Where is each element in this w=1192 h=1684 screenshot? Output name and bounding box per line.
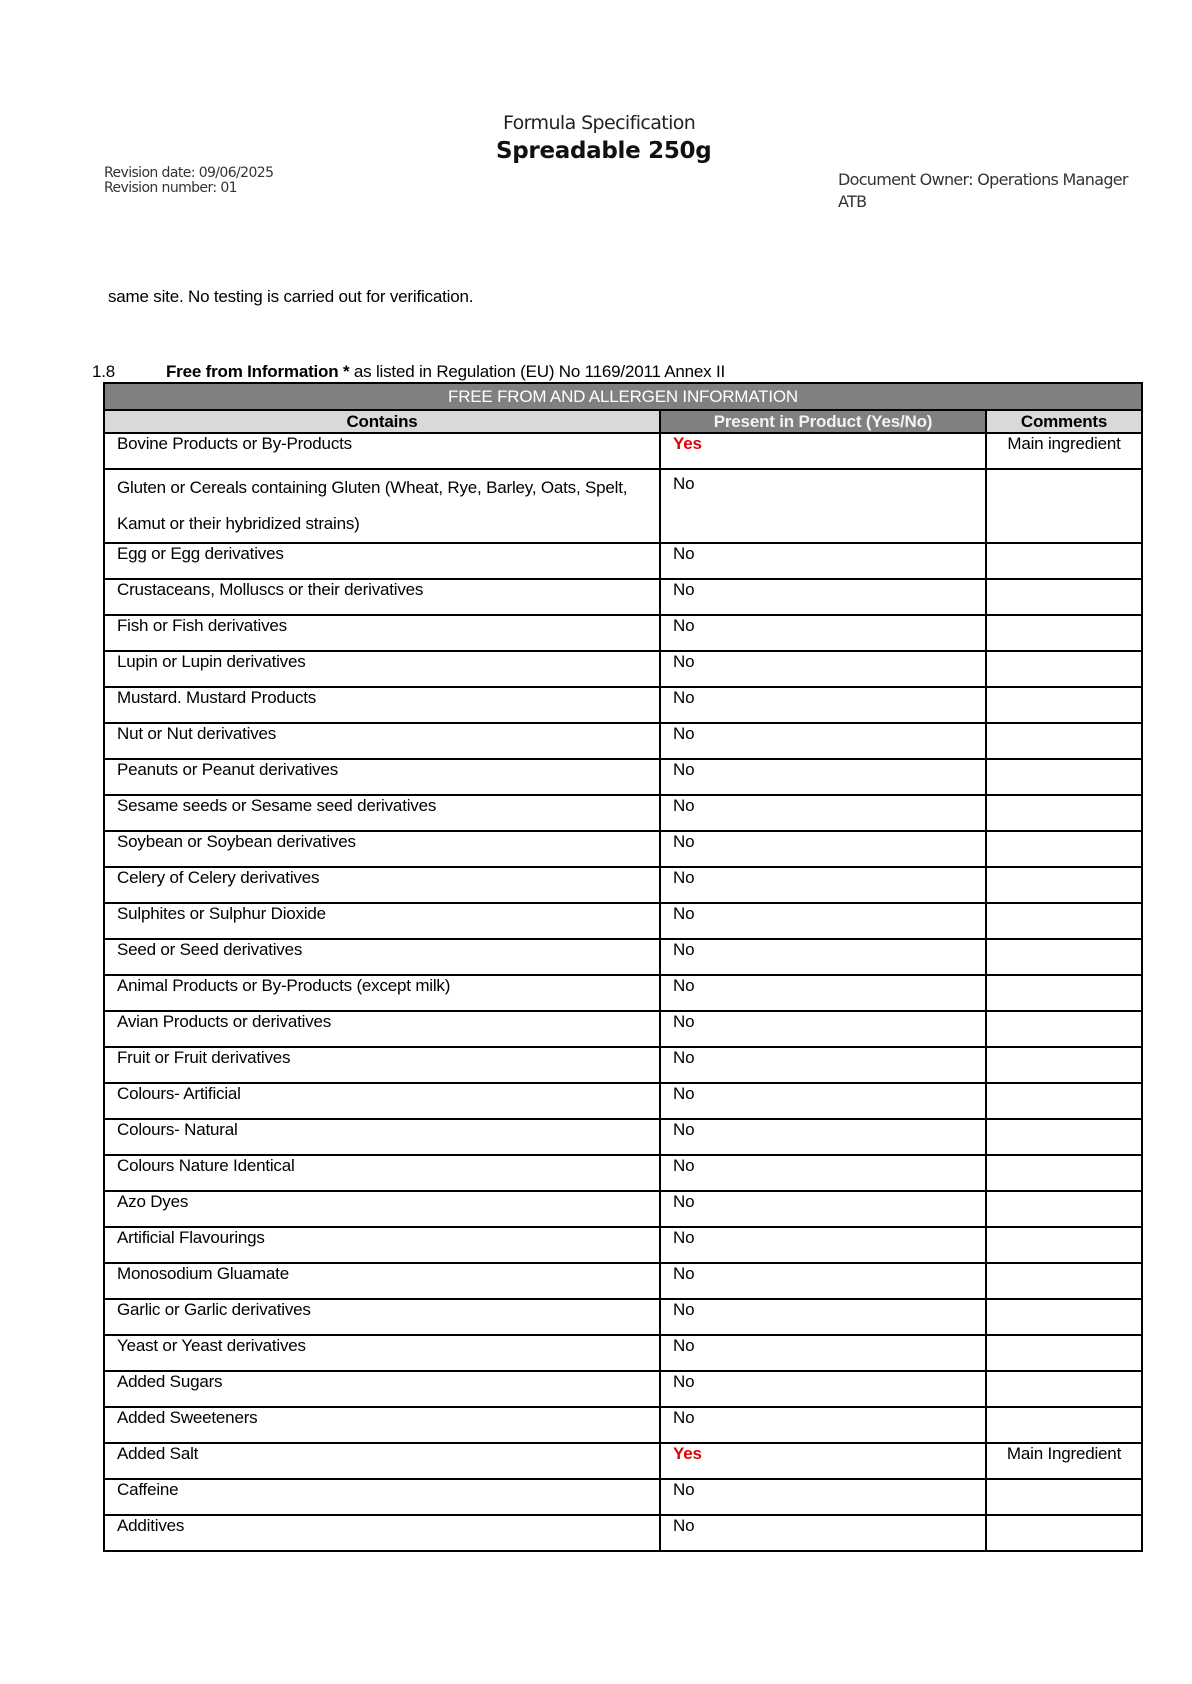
section-title: Free from Information * [166, 362, 350, 381]
present-value: No [660, 975, 986, 1011]
allergen-name: Seed or Seed derivatives [104, 939, 660, 975]
table-row [104, 1119, 1142, 1155]
allergen-name: Nut or Nut derivatives [104, 723, 660, 759]
table-row [104, 903, 1142, 939]
present-value: No [660, 1299, 986, 1335]
table-row [104, 975, 1142, 1011]
table-row [104, 1299, 1142, 1335]
table-row [104, 579, 1142, 615]
present-value: No [660, 1515, 986, 1551]
allergen-table [103, 382, 1143, 1552]
allergen-name: Garlic or Garlic derivatives [104, 1299, 660, 1335]
allergen-name: Mustard. Mustard Products [104, 687, 660, 723]
present-value: No [660, 1227, 986, 1263]
present-value: No [660, 469, 986, 543]
comment-cell [986, 1227, 1142, 1263]
present-value: No [660, 831, 986, 867]
comment-cell [986, 1479, 1142, 1515]
table-row [104, 615, 1142, 651]
table-row [104, 1011, 1142, 1047]
document-owner [838, 169, 1128, 213]
table-row [104, 687, 1142, 723]
allergen-name: Added Sugars [104, 1371, 660, 1407]
revision-date: Revision date: 09/06/2025 [104, 165, 274, 181]
continued-paragraph: same site. No testing is carried out for verification. [108, 287, 474, 306]
allergen-name: Sesame seeds or Sesame seed derivatives [104, 795, 660, 831]
table-row [104, 1155, 1142, 1191]
table-row [104, 1479, 1142, 1515]
section-number: 1.8 [92, 362, 116, 381]
present-value: No [660, 1119, 986, 1155]
present-value: No [660, 1479, 986, 1515]
allergen-name: Colours- Artificial [104, 1083, 660, 1119]
comment-cell [986, 1335, 1142, 1371]
present-value: No [660, 579, 986, 615]
comment-cell [986, 543, 1142, 579]
table-row [104, 1407, 1142, 1443]
allergen-name: Added Sweeteners [104, 1407, 660, 1443]
present-value: No [660, 1263, 986, 1299]
present-value: Yes [660, 433, 986, 469]
comment-cell [986, 615, 1142, 651]
table-row [104, 1083, 1142, 1119]
present-value: No [660, 1407, 986, 1443]
comment-cell [986, 1299, 1142, 1335]
table-row [104, 1443, 1142, 1479]
allergen-name: Fruit or Fruit derivatives [104, 1047, 660, 1083]
owner-name: ATB [838, 192, 867, 211]
present-value: No [660, 651, 986, 687]
allergen-name: Lupin or Lupin derivatives [104, 651, 660, 687]
comment-cell [986, 759, 1142, 795]
column-header-comments: Comments [986, 410, 1142, 433]
table-row [104, 469, 1142, 543]
comment-cell [986, 1047, 1142, 1083]
allergen-name: Celery of Celery derivatives [104, 867, 660, 903]
table-title-row [104, 383, 1142, 410]
table-row [104, 723, 1142, 759]
section-subtitle: as listed in Regulation (EU) No 1169/2011 Annex II [349, 362, 726, 381]
table-row [104, 831, 1142, 867]
allergen-name: Added Salt [104, 1443, 660, 1479]
allergen-name: Artificial Flavourings [104, 1227, 660, 1263]
table-body [104, 433, 1142, 1551]
allergen-name: Avian Products or derivatives [104, 1011, 660, 1047]
comment-cell [986, 975, 1142, 1011]
column-header-row [104, 410, 1142, 433]
allergen-name: Bovine Products or By-Products [104, 433, 660, 469]
table-row [104, 1047, 1142, 1083]
present-value: No [660, 615, 986, 651]
present-value: No [660, 543, 986, 579]
table-row [104, 1227, 1142, 1263]
table-row [104, 1263, 1142, 1299]
comment-cell [986, 903, 1142, 939]
allergen-name: Additives [104, 1515, 660, 1551]
allergen-name: Caffeine [104, 1479, 660, 1515]
comment-cell [986, 795, 1142, 831]
comment-cell [986, 687, 1142, 723]
table-row [104, 1515, 1142, 1551]
revision-info [104, 166, 273, 196]
present-value: No [660, 867, 986, 903]
allergen-name: Colours Nature Identical [104, 1155, 660, 1191]
table-row [104, 1191, 1142, 1227]
comment-cell: Main ingredient [986, 433, 1142, 469]
comment-cell [986, 1119, 1142, 1155]
allergen-name: Egg or Egg derivatives [104, 543, 660, 579]
revision-number: Revision number: 01 [104, 180, 237, 196]
present-value: No [660, 1191, 986, 1227]
table-row [104, 1371, 1142, 1407]
column-header-contains: Contains [104, 410, 660, 433]
table-row [104, 795, 1142, 831]
present-value: No [660, 1047, 986, 1083]
allergen-name: Crustaceans, Molluscs or their derivatives [104, 579, 660, 615]
table-title: FREE FROM AND ALLERGEN INFORMATION [104, 383, 1142, 410]
column-header-present: Present in Product (Yes/No) [660, 410, 986, 433]
allergen-name: Animal Products or By-Products (except milk) [104, 975, 660, 1011]
present-value: No [660, 1155, 986, 1191]
present-value: Yes [660, 1443, 986, 1479]
allergen-name: Colours- Natural [104, 1119, 660, 1155]
comment-cell [986, 579, 1142, 615]
comment-cell [986, 939, 1142, 975]
comment-cell [986, 831, 1142, 867]
table-row [104, 759, 1142, 795]
section-heading [92, 362, 725, 382]
comment-cell [986, 1011, 1142, 1047]
comment-cell [986, 1263, 1142, 1299]
allergen-name: Azo Dyes [104, 1191, 660, 1227]
present-value: No [660, 723, 986, 759]
comment-cell [986, 1371, 1142, 1407]
comment-cell [986, 867, 1142, 903]
present-value: No [660, 687, 986, 723]
allergen-name: Soybean or Soybean derivatives [104, 831, 660, 867]
table-row [104, 939, 1142, 975]
table-row [104, 1335, 1142, 1371]
table-row [104, 433, 1142, 469]
present-value: No [660, 1371, 986, 1407]
present-value: No [660, 939, 986, 975]
comment-cell [986, 1407, 1142, 1443]
table-row [104, 543, 1142, 579]
present-value: No [660, 1083, 986, 1119]
table-row [104, 867, 1142, 903]
product-title: Spreadable 250g [496, 138, 712, 164]
allergen-name: Yeast or Yeast derivatives [104, 1335, 660, 1371]
owner-role: Document Owner: Operations Manager [838, 170, 1128, 189]
comment-cell [986, 469, 1142, 543]
allergen-name: Sulphites or Sulphur Dioxide [104, 903, 660, 939]
allergen-name: Fish or Fish derivatives [104, 615, 660, 651]
comment-cell [986, 723, 1142, 759]
allergen-name: Monosodium Gluamate [104, 1263, 660, 1299]
comment-cell [986, 1155, 1142, 1191]
present-value: No [660, 759, 986, 795]
comment-cell [986, 1191, 1142, 1227]
comment-cell [986, 1515, 1142, 1551]
present-value: No [660, 1335, 986, 1371]
comment-cell: Main Ingredient [986, 1443, 1142, 1479]
present-value: No [660, 903, 986, 939]
present-value: No [660, 1011, 986, 1047]
document-type: Formula Specification [503, 112, 696, 134]
table-row [104, 651, 1142, 687]
present-value: No [660, 795, 986, 831]
comment-cell [986, 1083, 1142, 1119]
allergen-name: Gluten or Cereals containing Gluten (Wheat, Rye, Barley, Oats, Spelt, Kamut or their hybridized strains) [104, 469, 660, 543]
allergen-name: Peanuts or Peanut derivatives [104, 759, 660, 795]
comment-cell [986, 651, 1142, 687]
